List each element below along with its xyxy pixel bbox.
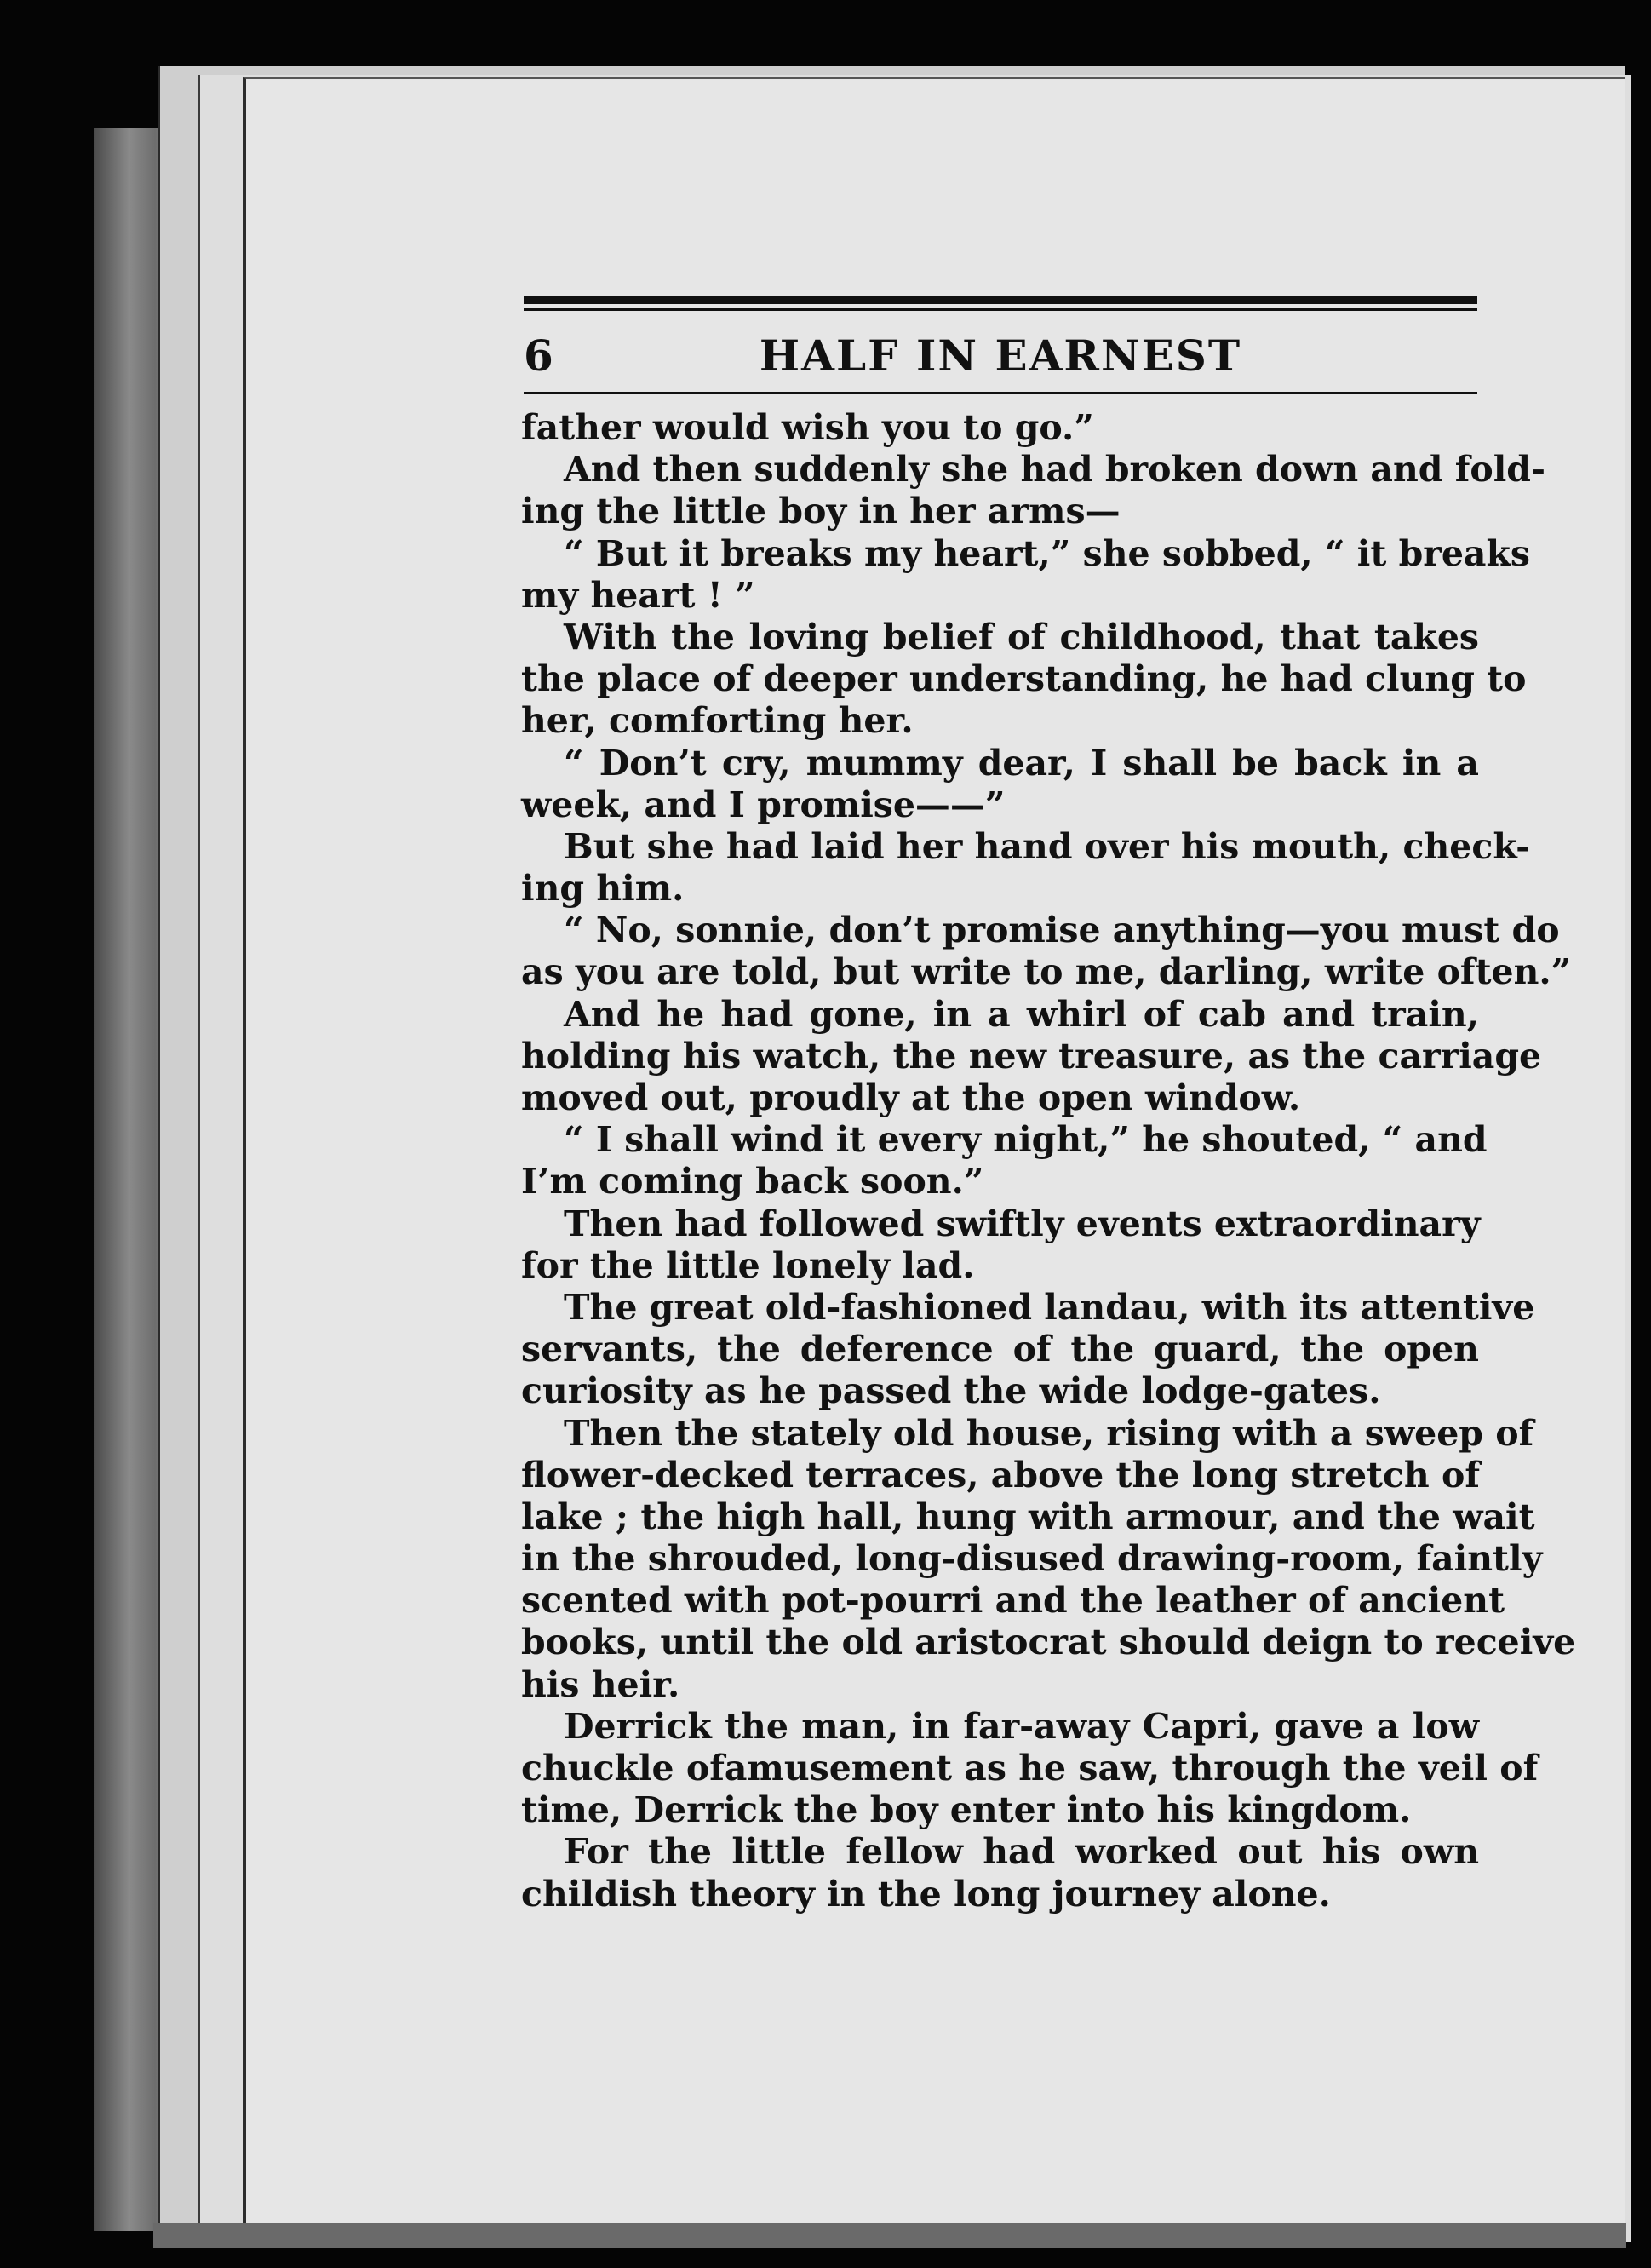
text-line: “ No, sonnie, don’t promise anything—you must do: [564, 910, 1560, 951]
text-line: scented with pot-pourri and the leather of ancient: [521, 1580, 1505, 1622]
text-line: childish theory in the long journey alone.: [521, 1873, 1331, 1915]
header-underline: [524, 392, 1477, 394]
text-line: books, until the old aristocrat should deign to receive: [521, 1622, 1576, 1663]
text-line: “ But it breaks my heart,” she sobbed, “ it breaks: [564, 532, 1530, 574]
header-rule-thin: [524, 308, 1477, 311]
text-line: week, and I promise——”: [521, 784, 1006, 825]
text-line: time, Derrick the boy enter into his kingdom.: [521, 1789, 1412, 1831]
text-line: But she had laid her hand over his mouth, check-: [564, 825, 1531, 867]
page-number: 6: [524, 330, 553, 381]
text-line: her, comforting her.: [521, 700, 914, 742]
page-header: [524, 329, 1477, 383]
text-line: Then the stately old house, rising with a sweep of: [564, 1412, 1534, 1454]
text-line: I’m coming back soon.”: [521, 1161, 984, 1203]
text-line: With the loving belief of childhood, that takes: [564, 616, 1479, 657]
body-text: [521, 407, 1576, 1915]
text-line: for the little lonely lad.: [521, 1244, 975, 1286]
text-line: The great old-fashioned landau, with its attentive: [564, 1286, 1535, 1328]
text-line: ing him.: [521, 868, 685, 910]
text-line: Then had followed swiftly events extraordinary: [564, 1203, 1481, 1244]
text-line: the place of deeper understanding, he had clung to: [521, 658, 1527, 700]
text-line: as you are told, but write to me, darling, write often.”: [521, 951, 1572, 993]
page-bottom-edge: [153, 2223, 1626, 2248]
text-line: chuckle ofamusement as he saw, through the veil of: [521, 1748, 1539, 1789]
text-line: For the little fellow had worked out his own: [564, 1831, 1479, 1873]
text-line: father would wish you to go.”: [521, 407, 1094, 448]
text-line: And he had gone, in a whirl of cab and train,: [564, 993, 1479, 1035]
text-line: ing the little boy in her arms—: [521, 491, 1121, 532]
text-line: his heir.: [521, 1663, 680, 1705]
text-line: And then suddenly she had broken down and fold-: [564, 449, 1545, 491]
text-line: “ I shall wind it every night,” he shouted, “ and: [564, 1119, 1488, 1161]
header-rule-thick: [524, 296, 1477, 304]
text-line: flower-decked terraces, above the long stretch of: [521, 1454, 1480, 1496]
text-line: holding his watch, the new treasure, as the carriage: [521, 1035, 1542, 1077]
text-line: moved out, proudly at the open window.: [521, 1077, 1301, 1118]
text-line: servants, the deference of the guard, the open: [521, 1329, 1479, 1370]
text-line: in the shrouded, long-disused drawing-room, faintly: [521, 1538, 1543, 1580]
text-line: lake ; the high hall, hung with armour, and the wait: [521, 1496, 1535, 1537]
text-line: Derrick the man, in far-away Capri, gave a low: [564, 1705, 1479, 1747]
text-line: my heart ! ”: [521, 574, 755, 616]
text-line: “ Don’t cry, mummy dear, I shall be back in a: [564, 742, 1479, 784]
text-line: curiosity as he passed the wide lodge-gates.: [521, 1370, 1381, 1412]
running-title: HALF IN EARNEST: [759, 330, 1242, 381]
